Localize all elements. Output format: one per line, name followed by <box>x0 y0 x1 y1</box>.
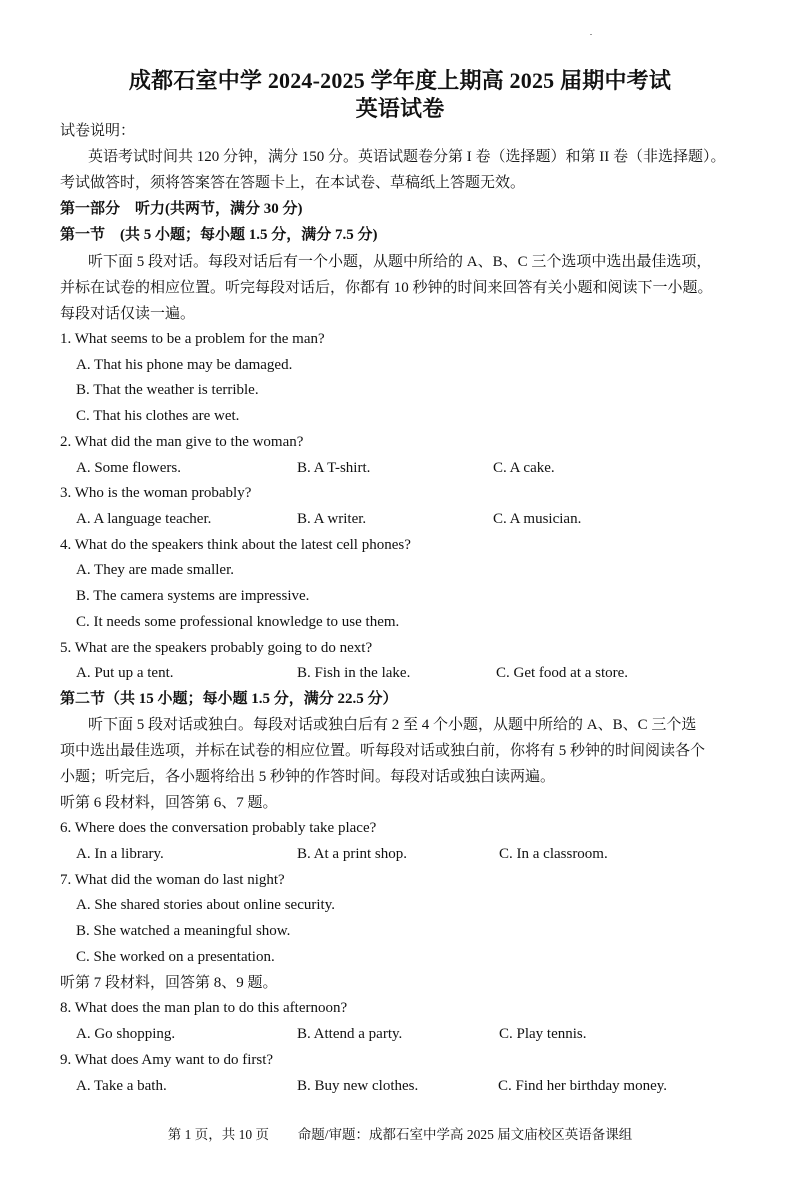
question-3-option-a: A. A language teacher. <box>76 511 212 527</box>
question-7-option-b: B. She watched a meaningful show. <box>76 923 291 939</box>
question-8-option-a: A. Go shopping. <box>76 1026 176 1042</box>
instructions-line-2: 考试做答时，须将答案答在答题卡上，在本试卷、草稿纸上答题无效。 <box>60 175 526 191</box>
section2-heading: 第二节（共 15 小题；每小题 1.5 分，满分 22.5 分） <box>60 691 398 707</box>
material-6-note: 听第 6 段材料，回答第 6、7 题。 <box>60 795 278 811</box>
question-1-option-b: B. That the weather is terrible. <box>76 382 259 398</box>
footer-credit: 命题/审题：成都石室中学高 2025 届文庙校区英语备课组 <box>297 1127 633 1142</box>
question-6: 6. Where does the conversation probably take place? <box>60 820 377 836</box>
question-4-option-a: A. They are made smaller. <box>76 562 234 578</box>
question-5-option-c: C. Get food at a store. <box>496 665 629 681</box>
question-4-option-b: B. The camera systems are impressive. <box>76 588 310 604</box>
question-3: 3. Who is the woman probably? <box>60 485 252 501</box>
page-footer <box>0 1123 800 1143</box>
question-5-option-b: B. Fish in the lake. <box>297 665 411 681</box>
question-5: 5. What are the speakers probably going to do next? <box>60 640 373 656</box>
question-8: 8. What does the man plan to do this afternoon? <box>60 1000 348 1016</box>
section2-directions-3: 小题；听完后，各小题将给出 5 秒钟的作答时间。每段对话或独白读两遍。 <box>60 769 556 785</box>
question-3-option-c: C. A musician. <box>493 511 582 527</box>
question-4: 4. What do the speakers think about the latest cell phones? <box>60 537 411 553</box>
scan-speck <box>590 34 592 35</box>
question-2: 2. What did the man give to the woman? <box>60 434 304 450</box>
section2-directions-2: 项中选出最佳选项，并标在试卷的相应位置。听每段对话或独白前，你将有 5 秒钟的时间阅读各个 <box>60 743 706 759</box>
question-9-option-c: C. Find her birthday money. <box>498 1078 668 1094</box>
question-9-option-a: A. Take a bath. <box>76 1078 167 1094</box>
question-2-option-a: A. Some flowers. <box>76 460 181 476</box>
instructions-line-1: 英语考试时间共 120 分钟，满分 150 分。英语试题卷分第 I 卷（选择题）和第 II 卷（非选择题）。 <box>88 149 726 165</box>
section1-directions-1: 听下面 5 段对话。每段对话后有一个小题，从题中所给的 A、B、C 三个选项中选出最佳选项， <box>88 254 712 270</box>
question-1-option-a: A. That his phone may be damaged. <box>76 357 293 373</box>
question-2-option-c: C. A cake. <box>493 460 555 476</box>
question-6-option-a: A. In a library. <box>76 846 164 862</box>
question-1-option-c: C. That his clothes are wet. <box>76 408 240 424</box>
question-6-option-b: B. At a print shop. <box>297 846 408 862</box>
material-7-note: 听第 7 段材料，回答第 8、9 题。 <box>60 975 278 991</box>
question-6-option-c: C. In a classroom. <box>499 846 608 862</box>
question-7-option-a: A. She shared stories about online security. <box>76 897 335 913</box>
question-8-option-c: C. Play tennis. <box>499 1026 587 1042</box>
question-7: 7. What did the woman do last night? <box>60 872 285 888</box>
section1-directions-3: 每段对话仅读一遍。 <box>60 306 196 322</box>
question-1: 1. What seems to be a problem for the man? <box>60 331 325 347</box>
question-4-option-c: C. It needs some professional knowledge to use them. <box>76 614 400 630</box>
question-2-option-b: B. A T-shirt. <box>297 460 371 476</box>
question-5-option-a: A. Put up a tent. <box>76 665 174 681</box>
instructions-label: 试卷说明： <box>60 123 136 139</box>
section1-heading: 第一节 (共 5 小题；每小题 1.5 分，满分 7.5 分) <box>60 227 378 243</box>
question-9: 9. What does Amy want to do first? <box>60 1052 274 1068</box>
section2-directions-1: 听下面 5 段对话或独白。每段对话或独白后有 2 至 4 个小题，从题中所给的 A、B、C 三个选 <box>88 717 697 733</box>
question-7-option-c: C. She worked on a presentation. <box>76 949 275 965</box>
question-8-option-b: B. Attend a party. <box>297 1026 403 1042</box>
page-number: 第 1 页，共 10 页 <box>167 1127 269 1142</box>
question-9-option-b: B. Buy new clothes. <box>297 1078 419 1094</box>
part1-heading: 第一部分 听力(共两节，满分 30 分) <box>60 201 303 217</box>
section1-directions-2: 并标在试卷的相应位置。听完每段对话后，你都有 10 秒钟的时间来回答有关小题和阅读下一小题。 <box>60 280 713 296</box>
question-3-option-b: B. A writer. <box>297 511 367 527</box>
exam-title: 成都石室中学 2024-2025 学年度上期高 2025 届期中考试 <box>128 68 672 93</box>
exam-subtitle: 英语试卷 <box>355 96 445 121</box>
